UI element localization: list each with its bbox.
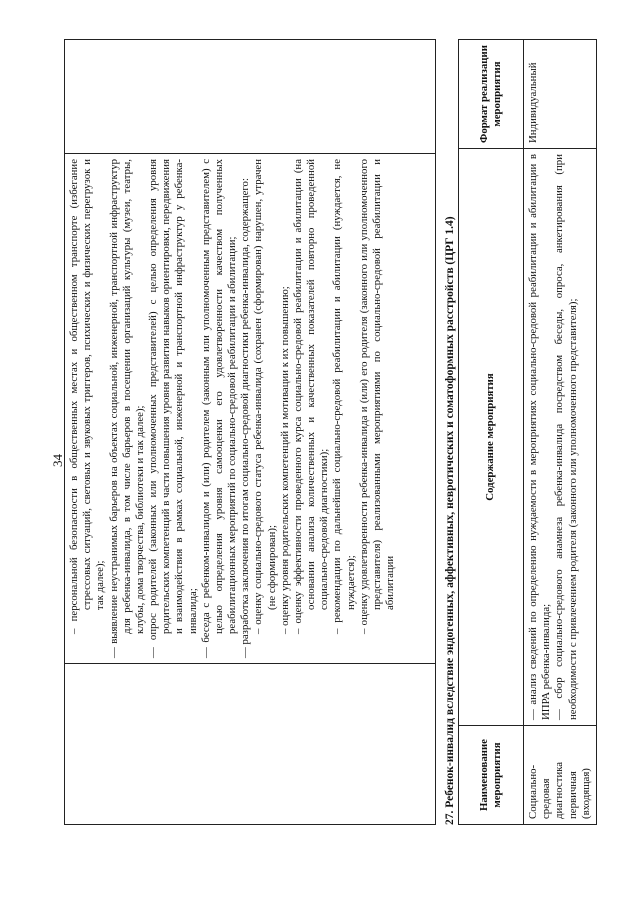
section-title: 27. Ребенок-инвалид вследствие эндогенных, аффективных, невротических и соматоформных расстройств (ЦРГ 1.4)	[444, 216, 456, 825]
list-item: – рекомендации по дальнейшей социально-средовой реабилитации и абилитации (нуждается, не нуждается);	[331, 159, 357, 634]
table-row	[524, 40, 597, 825]
continued-table	[64, 39, 436, 825]
list-item: — сбор социально-средового анамнеза ребенка-инвалида посредством беседы, опроса, анкетирования (при необходимости с привлечением родителя (законного или уполномоченного представителя);	[553, 154, 579, 720]
page-number: 34	[50, 454, 65, 467]
list-item: — беседа с ребенком-инвалидом и (или) родителем (законным или уполномоченным представителем) с целью определения уровня самооценки его удовлетворенности качеством полученных реабилитационных мероприятий по социально-средовой реабилитации и абилитации;	[199, 159, 239, 658]
list-item: – оценку социально-средового статуса ребенка-инвалида (сохранен (сформирован) нарушен, утрачен (не сформирован);	[252, 159, 278, 634]
table-header-row	[459, 40, 524, 825]
column-header-format: Формат реализации мероприятия	[459, 40, 524, 149]
list-item: – оценку эффективности проведенного курса социально-средовой реабилитации и абилитации (на основании анализа количественных и качественных показателей повторно проведенной социально-средовой диагностики);	[291, 159, 331, 634]
list-item: – персональной безопасности в общественных местах и общественном транспорте (избегание стрессовых ситуаций, световых и звуковых триггеров, психических и физических перегрузок и так далее);	[68, 159, 107, 634]
activities-table	[458, 39, 597, 825]
activity-name: Социально-средовая диагностика первичная (входящая)	[524, 726, 597, 825]
list-item: — выявление неустранимых барьеров на объектах социальной, инженерной, транспортной инфраструктур для ребенка-инвалида, в том числе барьеров в посещении организаций культуры (музеи, театры, клубы, дома творчества, библиотеки и так далее);	[107, 159, 146, 658]
list-item: – оценку удовлетворенности ребенка-инвалида и (или) его родителя (законного или уполномоченного представителя) реализованными мероприятиями по социально-средовой реабилитации и абилитации	[357, 159, 397, 634]
table-cell-content	[65, 154, 436, 664]
table-row	[65, 40, 436, 825]
activity-content	[524, 149, 597, 726]
list-item: — анализ сведений по определению нуждаемости в мероприятиях социально-средовой реабилитации и абилитации в ИПРА ребенка-инвалида;	[527, 154, 553, 720]
list-item: — разработка заключения по итогам социально-средовой диагностики ребенка-инвалида, содержащего:	[239, 178, 252, 658]
table-cell-name	[65, 664, 436, 825]
activity-format: Индивидуальный	[524, 40, 597, 149]
table-cell-format	[65, 40, 436, 154]
column-header-name: Наименование мероприятия	[459, 726, 524, 825]
list-item: — опрос родителей (законных или уполномоченных представителей) с целью определения уровня родительских компетенций в части повышения уровня развития навыков ориентировки, передвижения и взаимодействия в рамках социальной, инженерной и транспортной инфраструктур у ребенка-инвалида;	[147, 159, 199, 658]
list-item: – оценку уровня родительских компетенций и мотивации к их повышению;	[278, 286, 291, 634]
column-header-content: Содержание мероприятия	[459, 149, 524, 726]
